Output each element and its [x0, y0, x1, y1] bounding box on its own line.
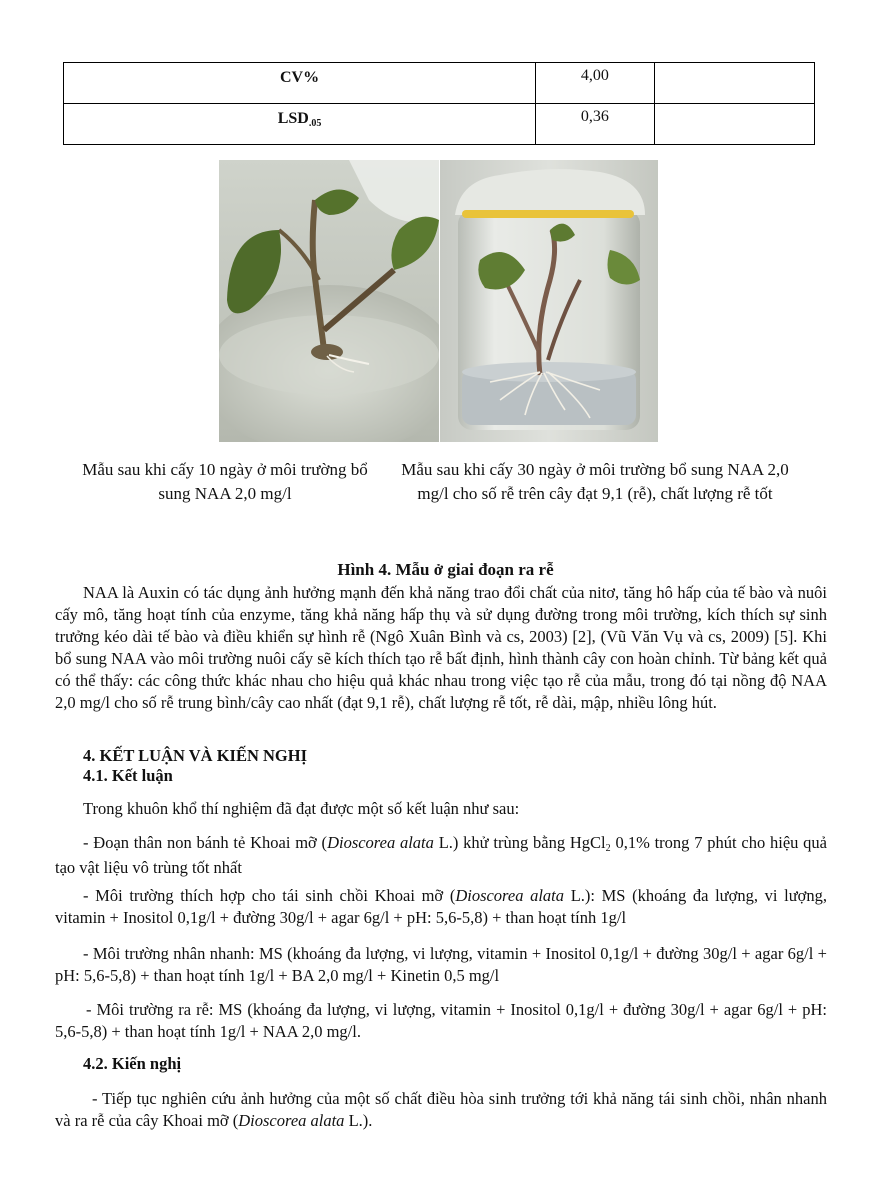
- conclusion-item: - Môi trường nhân nhanh: MS (khoáng đa lượng, vi lượng, vitamin + Inositol 0,1g/l + đường 30g/l + agar 6g/l + pH: 5,6-5,8) + than hoạt tính 1g/l + BA 2,0 mg/l + Kinetin 0,5 mg/l: [55, 944, 827, 985]
- table-cell-empty: [654, 104, 814, 145]
- table-row: [64, 104, 815, 145]
- figure-title: Hình 4. Mẫu ở giai đoạn ra rễ: [337, 560, 554, 579]
- conclusion-intro: Trong khuôn khổ thí nghiệm đã đạt được một số kết luận như sau:: [83, 799, 520, 818]
- table-cell-value: 4,00: [536, 63, 655, 104]
- table-cell-empty: [654, 63, 814, 104]
- conclusion-item: - Đoạn thân non bánh tẻ Khoai mỡ (Dioscorea alata L.) khử trùng bằng HgCl2 0,1% trong 7 phút cho hiệu quả tạo vật liệu vô trùng tốt nhất: [55, 833, 828, 877]
- section-heading: 4. KẾT LUẬN VÀ KIẾN NGHỊ: [83, 746, 308, 765]
- results-table: [63, 62, 815, 145]
- subsection-heading: 4.1. Kết luận: [83, 766, 173, 785]
- conclusion-item: - Môi trường ra rễ: MS (khoáng đa lượng, vi lượng, vitamin + Inositol 0,1g/l + đường 30g/l + agar 6g/l + pH: 5,6-5,8) + than hoạt tính 1g/l + NAA 2,0 mg/l.: [55, 1000, 827, 1041]
- table-row: [64, 63, 815, 104]
- body-paragraph: NAA là Auxin có tác dụng ảnh hưởng mạnh đến khả năng trao đổi chất của nitơ, tăng hô hấp của tế bào và nuôi cấy mô, tăng hoạt tính của enzyme, tăng khả năng hấp thụ và sử dụng đường trong môi trường, kích thích sự sinh trưởng kéo dài tế bào và điều khiển sự hình rễ (Ngô Xuân Bình và cs, 2003) [2], (Vũ Văn Vụ và cs, 2009) [5]. Khi bổ sung NAA vào môi trường nuôi cấy sẽ kích thích tạo rễ bất định, hình thành cây con hoàn chỉnh. Từ bảng kết quả có thể thấy: các công thức khác nhau cho hiệu quả khác nhau trong việc tạo rễ của mẫu, trong đó tại nồng độ NAA 2,0 mg/l cho số rễ trung bình/cây cao nhất (đạt 9,1 rễ), chất lượng rễ tốt, rễ dài, mập, nhiều lông hút.: [55, 583, 827, 712]
- table-cell-label: CV%: [64, 63, 536, 104]
- figure-caption-left: Mẫu sau khi cấy 10 ngày ở môi trường bổ sung NAA 2,0 mg/l: [82, 460, 368, 503]
- conclusion-item: - Môi trường thích hợp cho tái sinh chồi Khoai mỡ (Dioscorea alata L.): MS (khoáng đa lượng, vi lượng, vitamin + Inositol 0,1g/l + đường 30g/l + agar 6g/l + pH: 5,6-5,8) + than hoạt tính 1g/l: [55, 886, 827, 927]
- table-cell-label: LSD.05: [64, 104, 536, 145]
- subsection-heading: 4.2. Kiến nghị: [83, 1054, 182, 1073]
- recommendation-item: - Tiếp tục nghiên cứu ảnh hưởng của một số chất điều hòa sinh trưởng tới khả năng tái sinh chồi, nhân nhanh và ra rễ của cây Khoai mỡ (Dioscorea alata L.).: [55, 1089, 827, 1130]
- table-cell-value: 0,36: [536, 104, 655, 145]
- figure-caption-right: Mẫu sau khi cấy 30 ngày ở môi trường bổ sung NAA 2,0 mg/l cho số rễ trên cây đạt 9,1 (rễ), chất lượng rễ tốt: [401, 460, 789, 503]
- photo-plantlet-10-days: [219, 160, 439, 442]
- photo-plantlet-30-days: [440, 160, 658, 442]
